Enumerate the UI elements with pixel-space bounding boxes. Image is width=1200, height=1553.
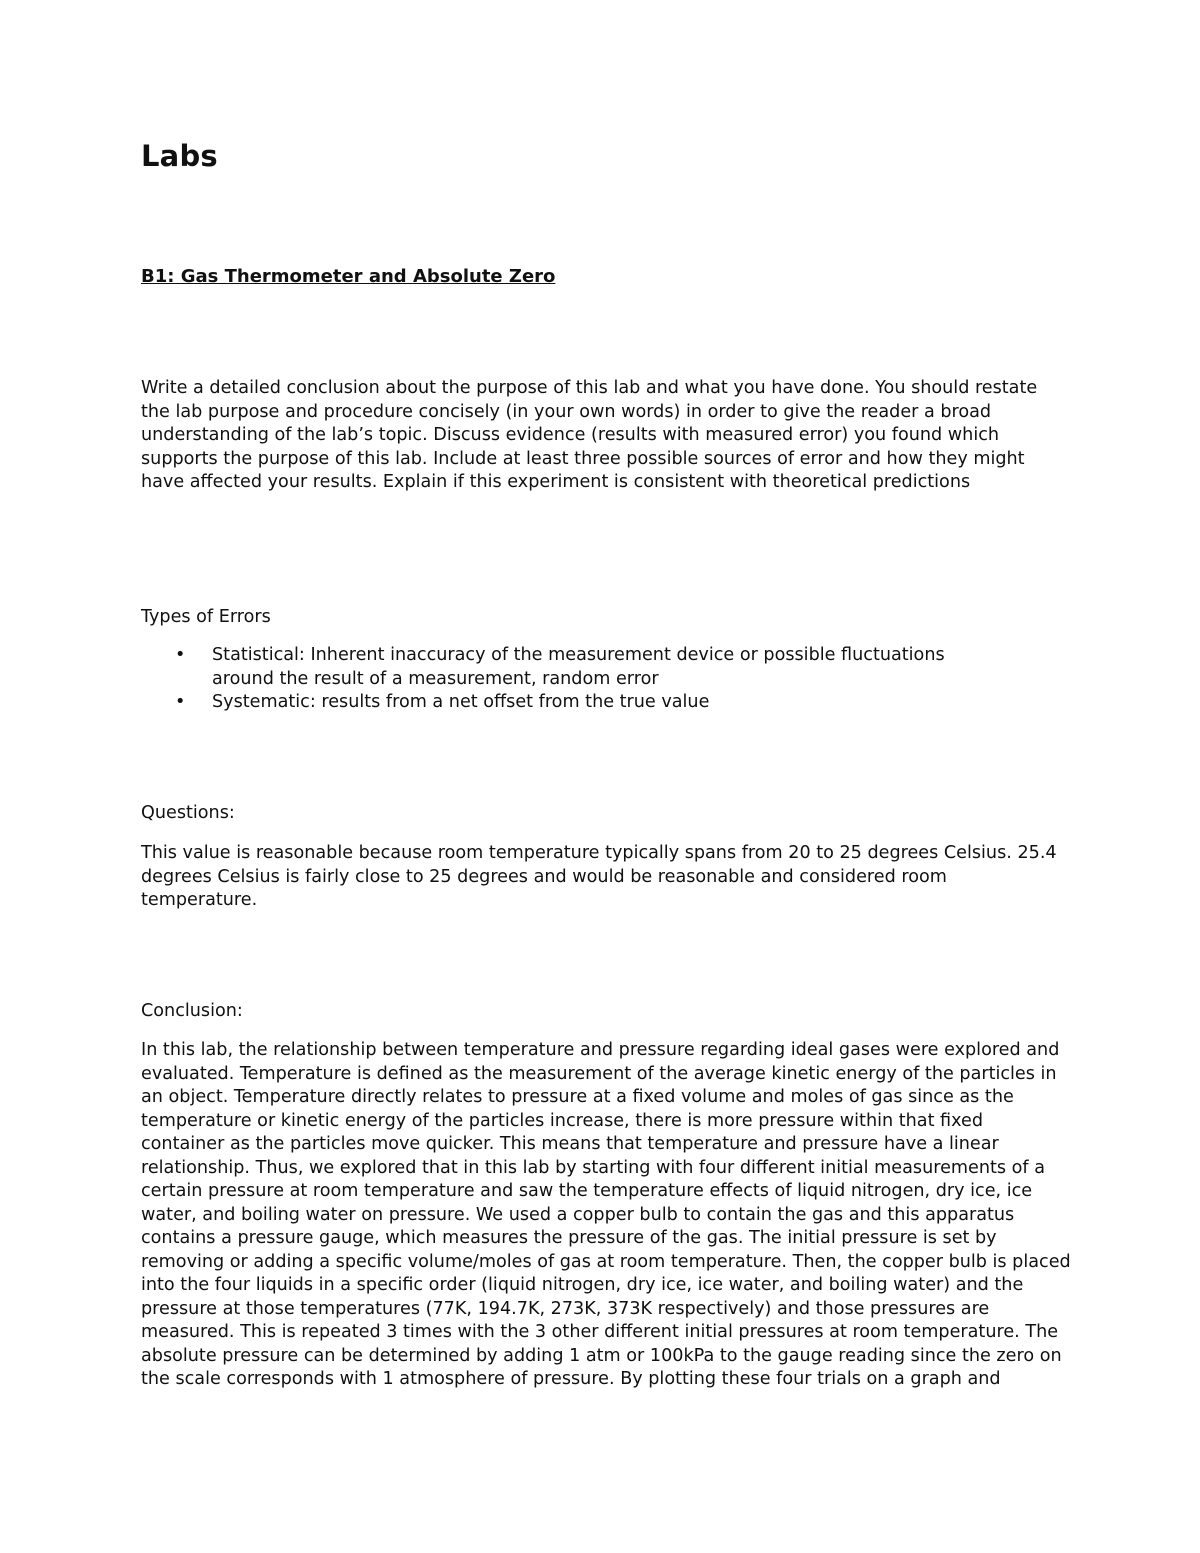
conclusion-body: In this lab, the relationship between temperature and pressure regarding ideal gases were explored and evaluated. Temperature is defined as the measurement of the average kinetic energy of the particles in an object. Temperature directly relates to pressure at a fixed volume and moles of gas since as the temperature or kinetic energy of the particles increase, there is more pressure within that fixed container as the particles move quicker. This means that temperature and pressure have a linear relationship. Thus, we explored that in this lab by starting with four different initial measurements of a certain pressure at room temperature and saw the temperature effects of liquid nitrogen, dry ice, ice water, and boiling water on pressure. We used a copper bulb to contain the gas and this apparatus contains a pressure gauge, which measures the pressure of the gas. The initial pressure is set by removing or adding a specific volume/moles of gas at room temperature. Then, the copper bulb is placed into the four liquids in a specific order (liquid nitrogen, dry ice, ice water, and boiling water) and the pressure at those temperatures (77K, 194.7K, 273K, 373K respectively) and those pressures are measured. This is repeated 3 times with the 3 other different initial pressures at room temperature. The absolute pressure can be determined by adding 1 atm or 100kPa to the gauge reading since the zero on the scale corresponds with 1 atmosphere of pressure. By plotting these four trials on a graph and: [141, 1040, 1071, 1389]
list-item-text: Systematic: results from a net offset from the true value: [212, 692, 710, 712]
questions-label: Questions:: [141, 803, 235, 823]
list-item: [141, 644, 1011, 691]
errors-list: [141, 644, 1011, 715]
questions-answer: This value is reasonable because room temperature typically spans from 20 to 25 degrees Celsius. 25.4 degrees Celsius is fairly close to 25 degrees and would be reasonable and considered room temperature.: [141, 843, 1057, 910]
bullet-icon: •: [175, 692, 186, 712]
errors-label: Types of Errors: [141, 607, 271, 627]
bullet-icon: •: [175, 645, 186, 665]
conclusion-label: Conclusion:: [141, 1001, 243, 1021]
list-item-text: Statistical: Inherent inaccuracy of the measurement device or possible fluctuations around the result of a measurement, random error: [212, 645, 945, 689]
list-item: [141, 691, 1011, 715]
section-heading: B1: Gas Thermometer and Absolute Zero: [141, 266, 556, 287]
document-title: Labs: [141, 139, 218, 173]
instructions-paragraph: Write a detailed conclusion about the purpose of this lab and what you have done. You should restate the lab purpose and procedure concisely (in your own words) in order to give the reader a broad understanding of the lab’s topic. Discuss evidence (results with measured error) you found which supports the purpose of this lab. Include at least three possible sources of error and how they might have affected your results. Explain if this experiment is consistent with theoretical predictions: [141, 378, 1038, 492]
